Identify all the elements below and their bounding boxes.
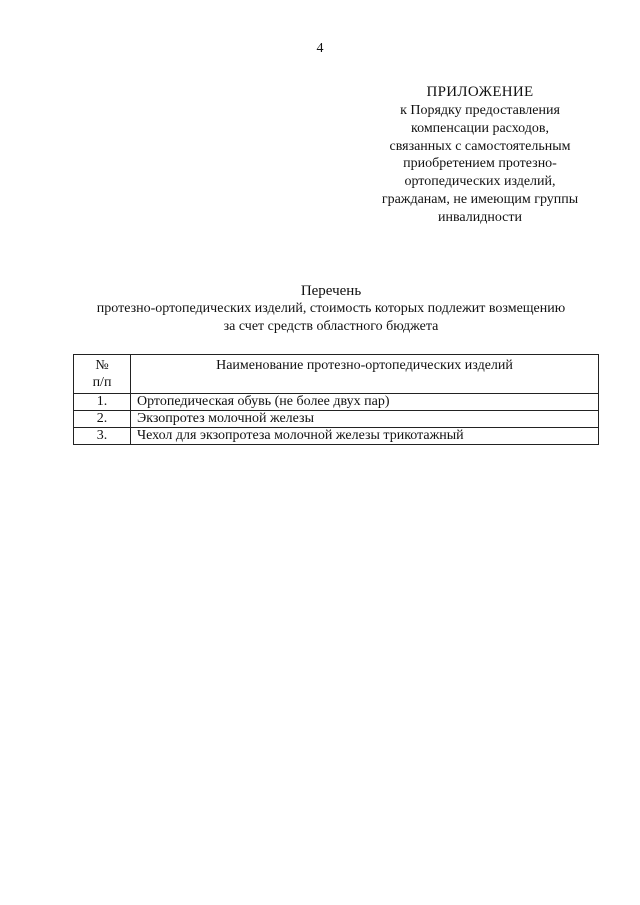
- list-subtitle-line: протезно-ортопедических изделий, стоимость которых подлежит возмещению: [96, 301, 566, 316]
- row-number: 3.: [74, 428, 131, 445]
- row-item-name: Экзопротез молочной железы: [131, 411, 599, 428]
- appendix-line: связанных с самостоятельным: [389, 138, 571, 154]
- row-item-name: Ортопедическая обувь (не более двух пар): [131, 394, 599, 411]
- header-number-symbol: №: [95, 358, 109, 373]
- appendix-title: ПРИЛОЖЕНИЕ: [426, 84, 534, 100]
- appendix-block: [360, 82, 600, 227]
- row-item-name: Чехол для экзопротеза молочной железы трикотажный: [131, 428, 599, 445]
- header-name: Наименование протезно-ортопедических изделий: [131, 355, 599, 394]
- appendix-line: приобретением протезно-: [403, 156, 557, 172]
- page-number: 4: [316, 41, 324, 56]
- appendix-line: к Порядку предоставления: [400, 103, 560, 118]
- table-header-row: [74, 355, 599, 394]
- list-subtitle-line: за счет средств областного бюджета: [223, 318, 439, 334]
- header-number: [74, 355, 131, 394]
- row-number: 2.: [74, 411, 131, 428]
- table-row: [74, 411, 599, 428]
- row-number: 1.: [74, 394, 131, 411]
- appendix-line: компенсации расходов,: [411, 120, 549, 136]
- table-row: [74, 394, 599, 411]
- appendix-line: инвалидности: [437, 209, 522, 225]
- appendix-line: гражданам, не имеющим группы: [381, 191, 579, 207]
- list-subtitle: [0, 300, 640, 335]
- appendix-line: ортопедических изделий,: [404, 174, 556, 190]
- items-table: [73, 354, 599, 445]
- header-number-abbrev: п/п: [92, 375, 112, 390]
- table-row: [74, 428, 599, 445]
- list-title: Перечень: [300, 283, 362, 299]
